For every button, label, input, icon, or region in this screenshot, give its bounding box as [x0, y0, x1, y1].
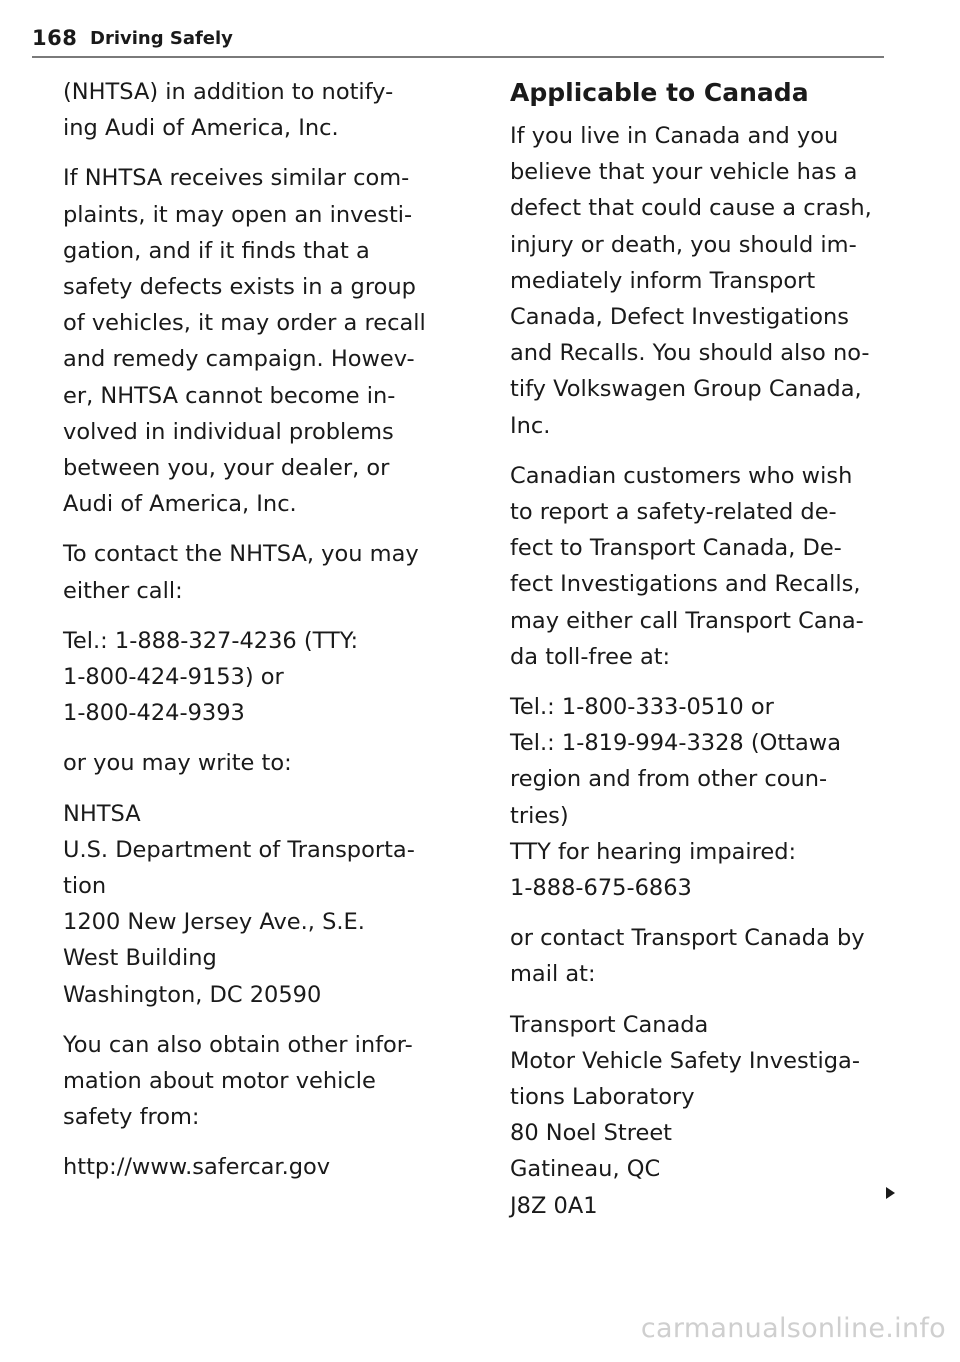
- phone-numbers: [63, 623, 473, 732]
- text-line: mediately inform Transport: [510, 267, 816, 294]
- text-line: (NHTSA) in addition to notify-: [63, 79, 394, 105]
- text-line: da toll-free at:: [510, 643, 671, 670]
- text-line: 1-800-424-9393: [63, 700, 245, 727]
- paragraph: [63, 74, 473, 146]
- text-line: ing Audi of America, Inc.: [63, 115, 339, 142]
- text-line: 1-800-424-9153) or: [63, 664, 284, 691]
- text-line: If NHTSA receives similar com-: [63, 165, 410, 192]
- paragraph: [510, 118, 910, 444]
- text-line: Tel.: 1-800-333-0510 or: [510, 694, 774, 721]
- text-line: Tel.: 1-888-327-4236 (TTY:: [63, 627, 359, 654]
- text-line: U.S. Department of Transporta-: [63, 836, 415, 863]
- text-line: either call:: [63, 577, 183, 604]
- text-line: You can also obtain other infor-: [63, 1031, 413, 1058]
- paragraph: [63, 536, 473, 608]
- text-line: safety from:: [63, 1104, 200, 1131]
- paragraph: [63, 160, 473, 522]
- text-line: To contact the NHTSA, you may: [63, 541, 419, 568]
- paragraph: [63, 1027, 473, 1136]
- section-heading: Applicable to Canada: [510, 78, 809, 107]
- text-line: between you, your dealer, or: [63, 455, 390, 482]
- text-line: If you live in Canada and you: [510, 123, 839, 149]
- text-line: and remedy campaign. Howev-: [63, 346, 415, 373]
- text-line: tries): [510, 802, 569, 829]
- text-line: gation, and if it finds that a: [63, 237, 370, 264]
- text-line: 1-888-675-6863: [510, 875, 692, 902]
- text-line: safety defects exists in a group: [63, 274, 416, 301]
- text-line: and Recalls. You should also no-: [510, 340, 870, 367]
- text-line: Gatineau, QC: [510, 1156, 661, 1183]
- left-column: [63, 74, 473, 1186]
- text-line: tion: [63, 873, 107, 900]
- safety-website-url: [63, 1149, 473, 1185]
- text-line: West Building: [63, 945, 217, 972]
- text-line: Motor Vehicle Safety Investiga-: [510, 1047, 860, 1074]
- text-line: to report a safety-related de-: [510, 499, 837, 526]
- text-line: may either call Transport Cana-: [510, 607, 864, 634]
- text-line: injury or death, you should im-: [510, 231, 857, 258]
- page-header: [32, 22, 884, 58]
- right-column: [510, 74, 910, 1224]
- text-line: mail at:: [510, 961, 596, 988]
- text-line: defect that could cause a crash,: [510, 195, 872, 222]
- text-line: plaints, it may open an investi-: [63, 201, 413, 228]
- mailing-address: [63, 796, 473, 1013]
- text-line: volved in individual problems: [63, 418, 394, 445]
- text-line: NHTSA: [63, 800, 141, 827]
- text-line: Tel.: 1-819-994-3328 (Ottawa: [510, 730, 841, 757]
- paragraph: [510, 458, 910, 675]
- text-line: or you may write to:: [63, 750, 292, 777]
- watermark: carmanualsonline.info: [640, 1313, 946, 1344]
- continue-arrow-icon: [886, 1187, 895, 1199]
- paragraph: [63, 745, 473, 781]
- text-line: tions Laboratory: [510, 1084, 695, 1111]
- text-line: 1200 New Jersey Ave., S.E.: [63, 909, 365, 936]
- text-line: Canadian customers who wish: [510, 462, 853, 489]
- text-line: TTY for hearing impaired:: [510, 838, 797, 865]
- section-title: Driving Safely: [90, 28, 233, 49]
- text-line: or contact Transport Canada by: [510, 925, 865, 952]
- text-line: Canada, Defect Investigations: [510, 304, 849, 331]
- text-line: http://www.safercar.gov: [63, 1154, 331, 1181]
- phone-numbers: [510, 689, 910, 906]
- text-line: fect to Transport Canada, De-: [510, 535, 842, 562]
- text-line: er, NHTSA cannot become in-: [63, 382, 396, 409]
- text-line: Audi of America, Inc.: [63, 491, 297, 518]
- text-line: region and from other coun-: [510, 766, 828, 793]
- text-line: fect Investigations and Recalls,: [510, 571, 861, 598]
- paragraph: [510, 920, 910, 992]
- mailing-address: [510, 1007, 910, 1224]
- text-line: mation about motor vehicle: [63, 1068, 376, 1095]
- text-line: tify Volkswagen Group Canada,: [510, 376, 862, 403]
- text-line: of vehicles, it may order a recall: [63, 310, 426, 337]
- text-line: Inc.: [510, 412, 551, 439]
- page-number: 168: [32, 26, 78, 50]
- text-line: Washington, DC 20590: [63, 981, 322, 1008]
- text-line: 80 Noel Street: [510, 1120, 672, 1147]
- text-line: J8Z 0A1: [510, 1192, 598, 1219]
- text-line: believe that your vehicle has a: [510, 159, 858, 186]
- text-line: Transport Canada: [510, 1011, 709, 1038]
